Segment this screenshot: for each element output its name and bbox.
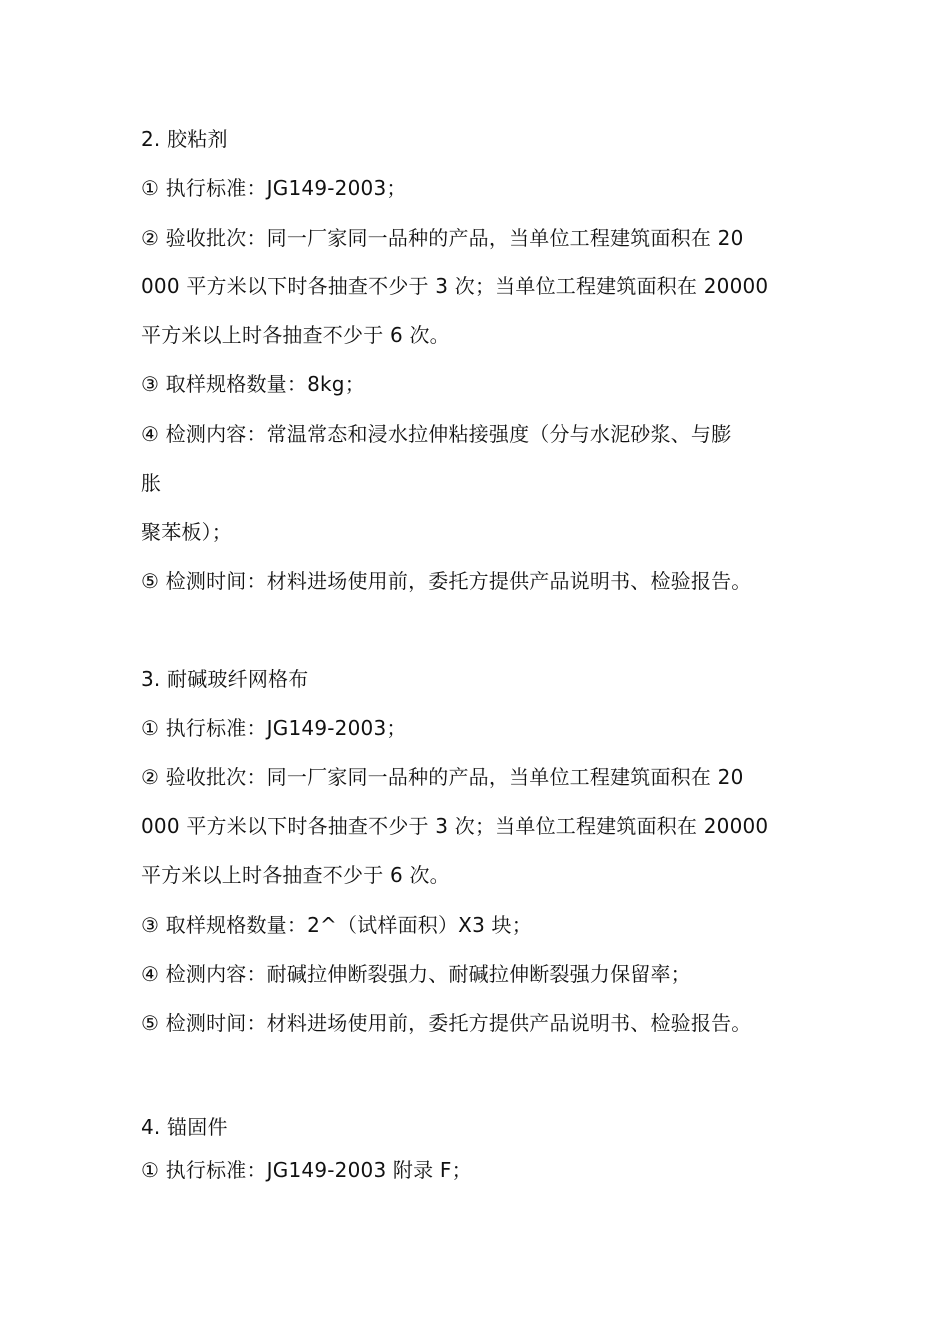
text-line: ① 执行标准：JG149-2003； <box>141 176 407 200</box>
text-line: ① 执行标准：JG149-2003 附录 F； <box>141 1158 472 1182</box>
text-line: 000 平方米以下时各抽查不少于 3 次；当单位工程建筑面积在 20000 <box>141 274 769 298</box>
text-line: ④ 检测内容：常温常态和浸水拉伸粘接强度（分与水泥砂浆、与膨 <box>141 422 732 446</box>
text-line: 平方米以上时各抽查不少于 6 次。 <box>141 863 450 887</box>
text-line: ① 执行标准：JG149-2003； <box>141 716 407 740</box>
text-line: ③ 取样规格数量：8kg； <box>141 372 365 396</box>
text-line: 000 平方米以下时各抽查不少于 3 次；当单位工程建筑面积在 20000 <box>141 814 769 838</box>
text-line: ③ 取样规格数量：2^（试样面积）X3 块； <box>141 913 532 937</box>
text-line: 聚苯板）； <box>141 520 232 544</box>
text-line: ② 验收批次：同一厂家同一品种的产品，当单位工程建筑面积在 20 <box>141 765 744 789</box>
text-line: 胀 <box>141 471 162 495</box>
section-heading: 3. 耐碱玻纤网格布 <box>141 667 309 691</box>
section-heading: 2. 胶粘剂 <box>141 127 228 151</box>
text-line: ⑤ 检测时间：材料进场使用前，委托方提供产品说明书、检验报告。 <box>141 569 752 593</box>
text-line: ④ 检测内容：耐碱拉伸断裂强力、耐碱拉伸断裂强力保留率； <box>141 962 691 986</box>
text-line: 平方米以上时各抽查不少于 6 次。 <box>141 323 450 347</box>
text-line: ② 验收批次：同一厂家同一品种的产品，当单位工程建筑面积在 20 <box>141 226 744 250</box>
text-line: ⑤ 检测时间：材料进场使用前，委托方提供产品说明书、检验报告。 <box>141 1011 752 1035</box>
section-heading: 4. 锚固件 <box>141 1115 228 1139</box>
